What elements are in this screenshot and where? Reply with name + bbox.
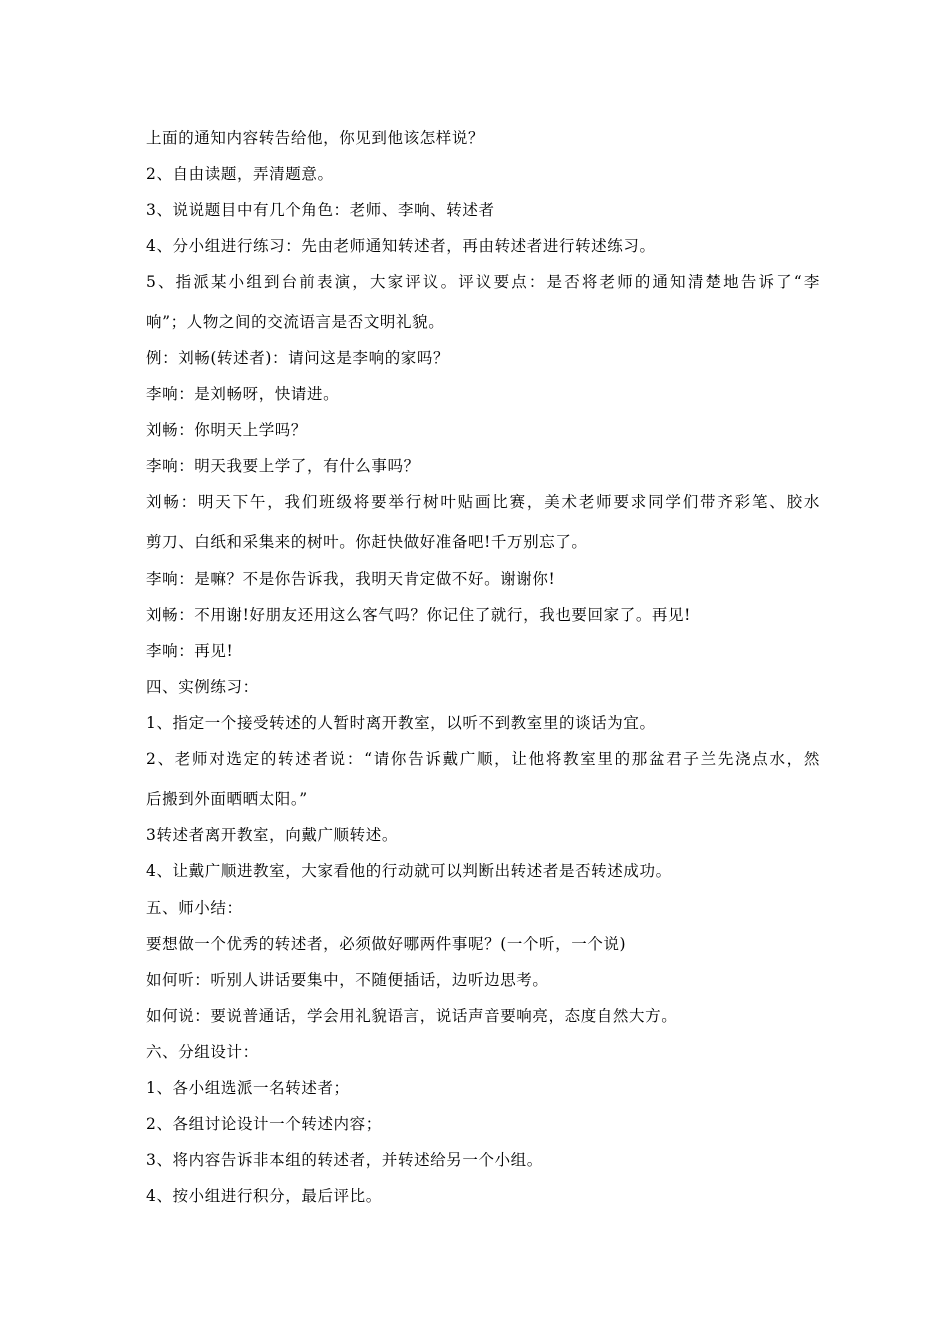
text-line: 要想做一个优秀的转述者，必须做好哪两件事呢？(一个听，一个说) (146, 935, 627, 953)
text-line: 李响：是嘛？不是你告诉我，我明天肯定做不好。谢谢你! (146, 570, 556, 588)
text-line: 四、实例练习： (146, 678, 259, 696)
text-line: 刘畅：你明天上学吗？ (146, 421, 308, 439)
text-line: 1、指定一个接受转述的人暂时离开教室，以听不到教室里的谈话为宜。 (146, 714, 656, 732)
text-line: 4、让戴广顺进教室，大家看他的行动就可以判断出转述者是否转述成功。 (146, 862, 672, 880)
text-line: 3、说说题目中有几个角色：老师、李响、转述者 (146, 201, 495, 219)
text-line: 刘畅：明天下午，我们班级将要举行树叶贴画比赛，美术老师要求同学们带齐彩笔、胶水 (146, 493, 820, 511)
text-line: 2、老师对选定的转述者说：“请你告诉戴广顺，让他将教室里的那盆君子兰先浇点水，然 (146, 750, 820, 768)
text-line: 如何说：要说普通话，学会用礼貌语言，说话声音要响亮，态度自然大方。 (146, 1007, 678, 1025)
text-line: 4、按小组进行积分，最后评比。 (146, 1187, 382, 1205)
text-line: 六、分组设计： (146, 1043, 259, 1061)
text-line: 2、各组讨论设计一个转述内容； (146, 1115, 382, 1133)
text-line: 2、自由读题，弄清题意。 (146, 165, 334, 183)
text-line: 李响：是刘畅呀，快请进。 (146, 385, 340, 403)
text-line: 响”；人物之间的交流语言是否文明礼貌。 (146, 313, 445, 331)
text-line: 李响：再见! (146, 642, 234, 660)
text-line: 五、师小结： (146, 899, 243, 917)
text-line: 后搬到外面晒晒太阳。” (146, 790, 308, 808)
text-line: 3、将内容告诉非本组的转述者，并转述给另一个小组。 (146, 1151, 543, 1169)
text-line: 李响：明天我要上学了，有什么事吗？ (146, 457, 420, 475)
text-line: 剪刀、白纸和采集来的树叶。你赶快做好准备吧!千万别忘了。 (146, 533, 588, 551)
text-line: 5、指派某小组到台前表演，大家评议。评议要点：是否将老师的通知清楚地告诉了“李 (146, 273, 820, 291)
text-line: 例：刘畅(转述者)：请问这是李响的家吗？ (146, 349, 450, 367)
text-line: 如何听：听别人讲话要集中，不随便插话，边听边思考。 (146, 971, 549, 989)
text-line: 3转述者离开教室，向戴广顺转述。 (146, 826, 398, 844)
text-line: 上面的通知内容转告给他，你见到他该怎样说？ (146, 129, 485, 147)
text-line: 1、各小组选派一名转述者； (146, 1079, 350, 1097)
text-line: 刘畅：不用谢!好朋友还用这么客气吗？你记住了就行，我也要回家了。再见! (146, 606, 691, 624)
text-line: 4、分小组进行练习：先由老师通知转述者，再由转述者进行转述练习。 (146, 237, 656, 255)
